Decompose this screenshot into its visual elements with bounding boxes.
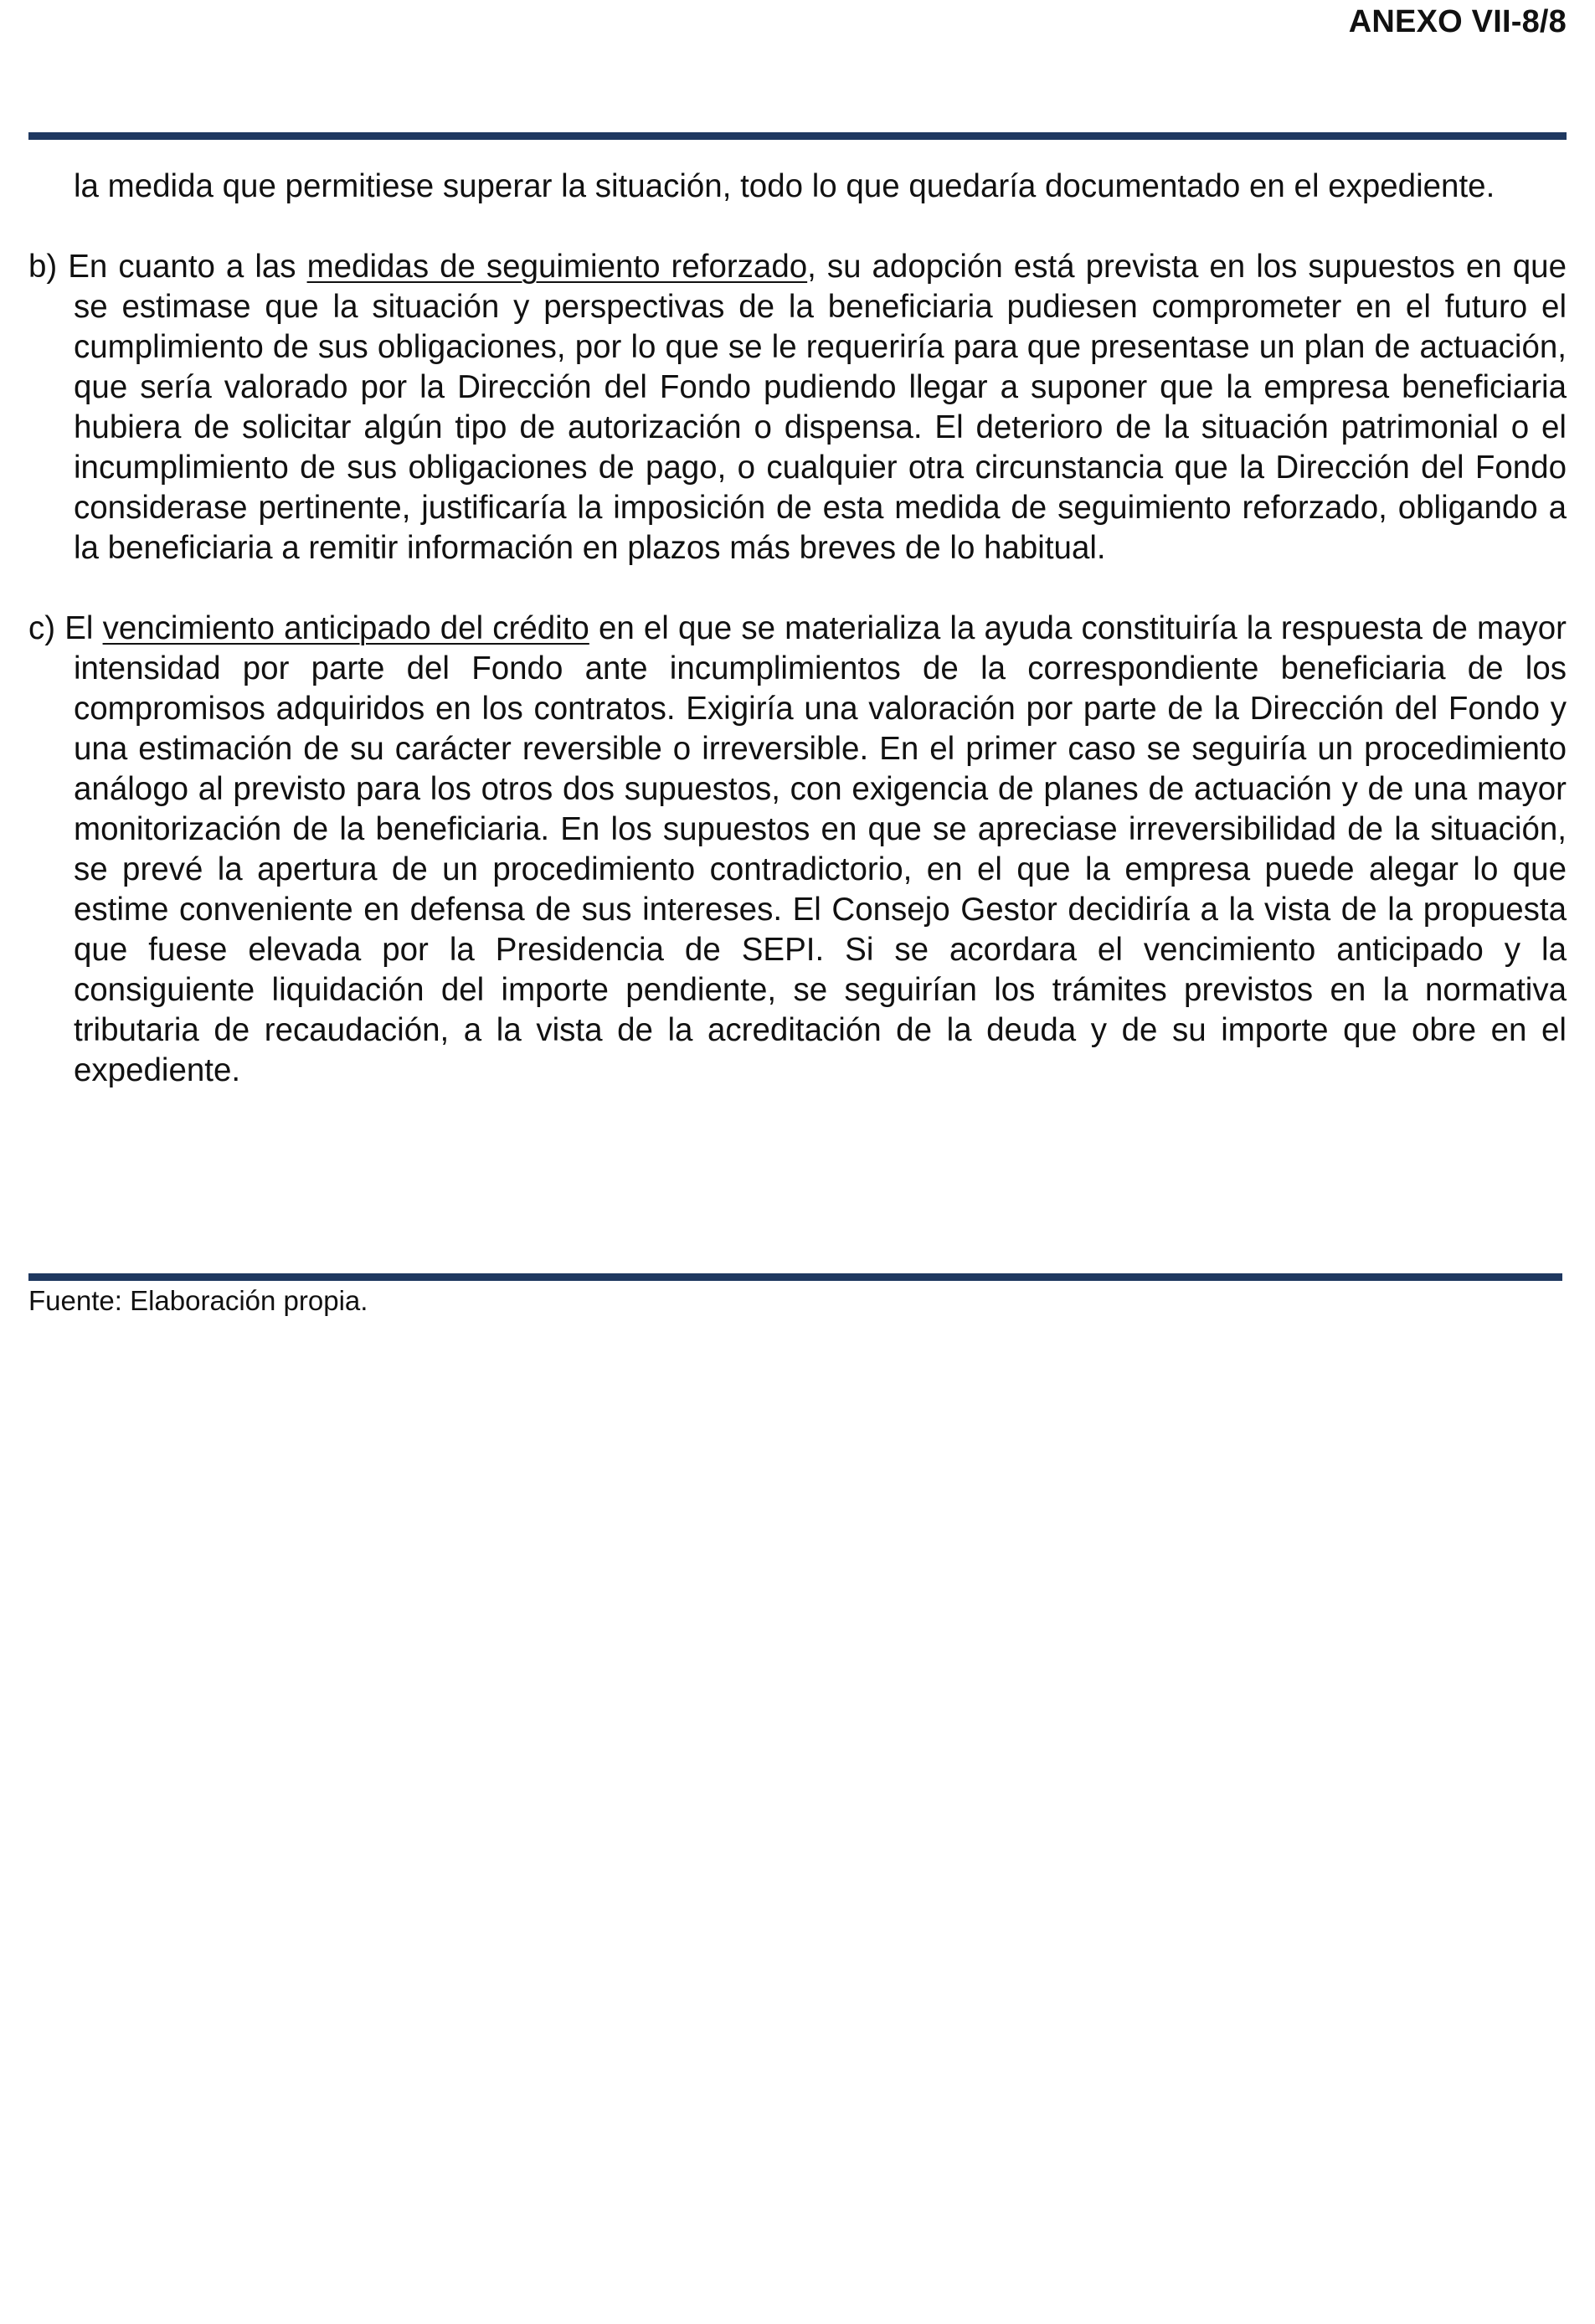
paragraph-spacer [28, 207, 1567, 247]
paragraph-spacer [28, 568, 1567, 609]
paragraph-b-text: , su adopción está prevista en los supuestos en que se estimase que la situación y perspectivas de la beneficiaria pudiesen comprometer en el futuro el cumplimiento de sus obligaciones, por lo que se le requeriría para que presentase un plan de actuación, que sería valorado por la Dirección del Fondo pudiendo llegar a suponer que la empresa beneficiaria hubiera de solicitar algún tipo de autorización o dispensa. El deterioro de la situación patrimonial o el incumplimiento de sus obligaciones de pago, o cualquier otra circunstancia que la Dirección del Fondo considerase pertinente, justificaría la imposición de esta medida de seguimiento reforzado, obligando a la beneficiaria a remitir información en plazos más breves de lo habitual. [74, 249, 1567, 566]
paragraph-b [28, 247, 1567, 568]
document-body [28, 167, 1567, 1091]
paragraph-b-underlined-term: medidas de seguimiento reforzado [306, 249, 808, 285]
paragraph-c-prefix: c) El [28, 610, 103, 646]
source-note: Fuente: Elaboración propia. [28, 1285, 368, 1316]
continuation-paragraph: la medida que permitiese superar la situación, todo lo que quedaría documentado en el expediente. [74, 168, 1495, 204]
paragraph-b-prefix: b) En cuanto a las [28, 249, 307, 285]
paragraph-c-text: en el que se materializa la ayuda constituiría la respuesta de mayor intensidad por parte del Fondo ante incumplimientos de la correspondiente beneficiaria de los compromisos adquiridos en los contratos. Exigiría una valoración por parte de la Dirección del Fondo y una estimación de su carácter reversible o irreversible. En el primer caso se seguiría un procedimiento análogo al previsto para los otros dos supuestos, con exigencia de planes de actuación y de una mayor monitorización de la beneficiaria. En los supuestos en que se apreciase irreversibilidad de la situación, se prevé la apertura de un procedimiento contradictorio, en el que la empresa puede alegar lo que estime conveniente en defensa de sus intereses. El Consejo Gestor decidiría a la vista de la propuesta que fuese elevada por la Presidencia de SEPI. Si se acordara el vencimiento anticipado y la consiguiente liquidación del importe pendiente, se seguirían los trámites previstos en la normativa tributaria de recaudación, a la vista de la acreditación de la deuda y de su importe que obre en el expediente. [74, 610, 1567, 1088]
paragraph-c-underlined-term: vencimiento anticipado del crédito [102, 610, 589, 646]
paragraph-c [28, 609, 1567, 1091]
annex-page-label: ANEXO VII-8/8 [1348, 4, 1567, 39]
top-divider [28, 132, 1567, 140]
